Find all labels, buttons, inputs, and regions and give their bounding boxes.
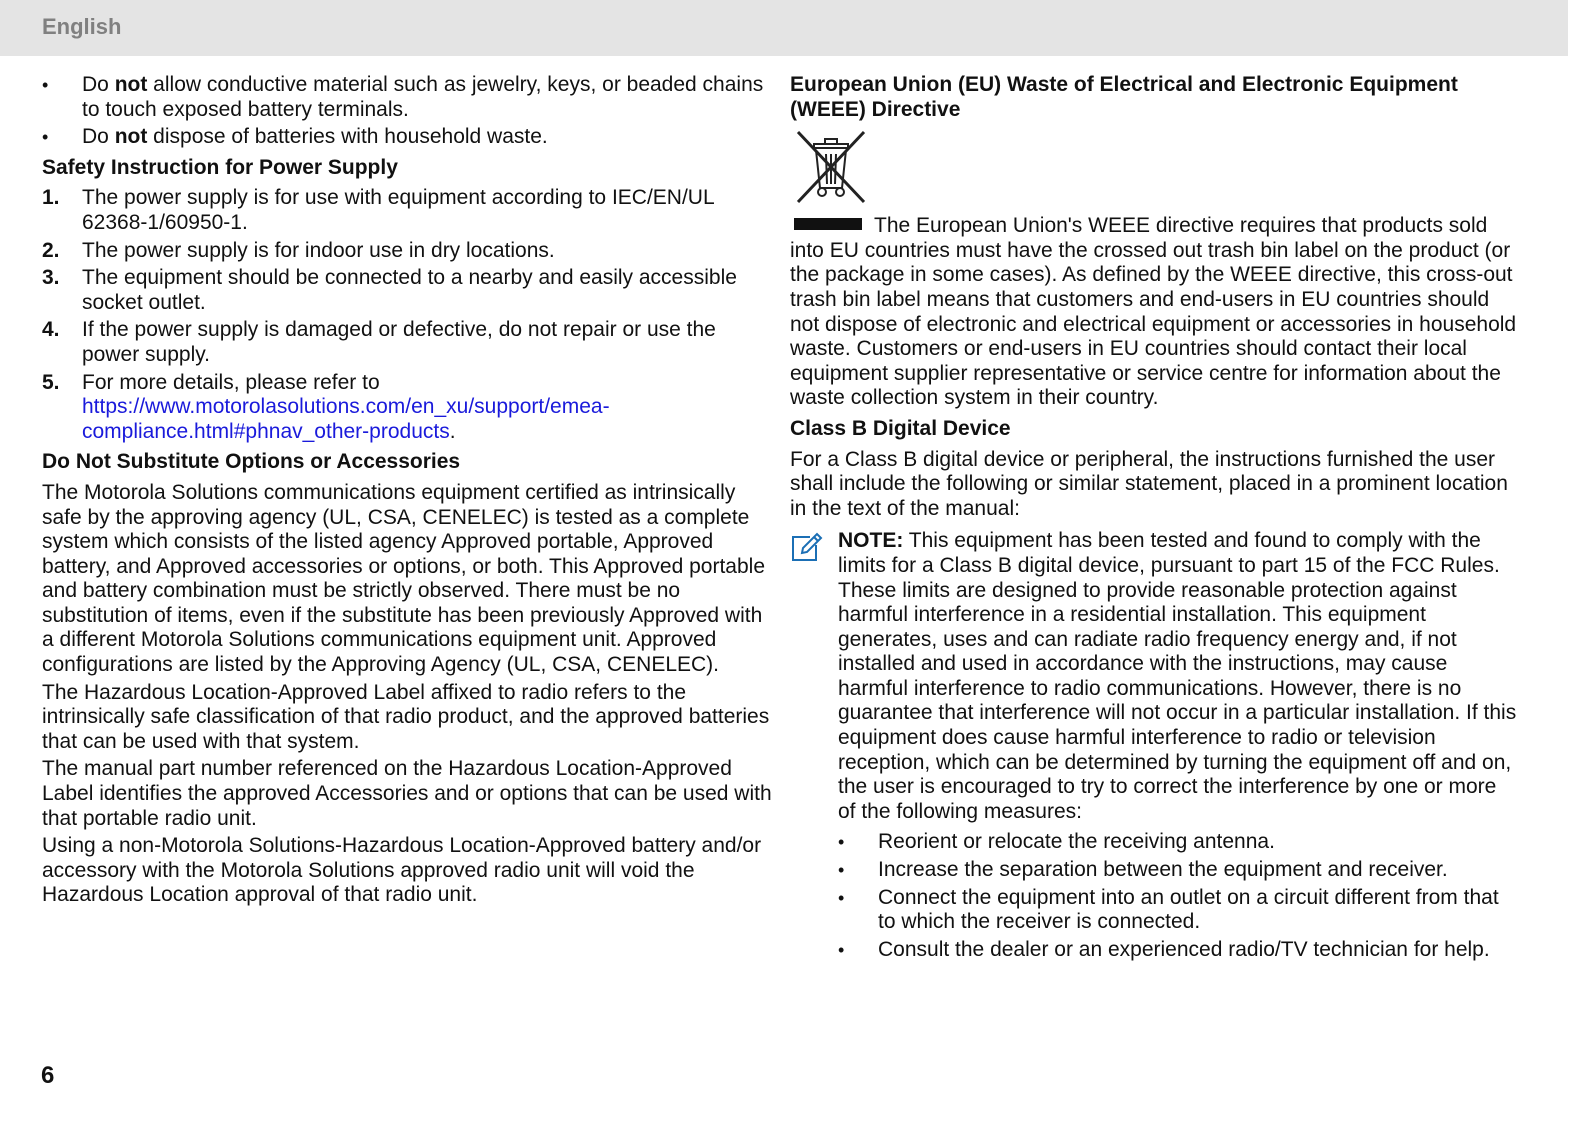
- accessories-paragraph: The Hazardous Location-Approved Label affixed to radio refers to the intrinsically safe classification of that radio product, and the approved batteries that can be used with that system.: [42, 680, 770, 753]
- list-item: 5. For more details, please refer to https://www.motorolasolutions.com/en_xu/support/emea-compliance.html#phnav_other-products.: [42, 370, 610, 443]
- list-item: • Reorient or relocate the receiving antenna.: [838, 830, 1518, 855]
- accessories-paragraph: Using a non-Motorola Solutions-Hazardous Location-Approved battery and/or accessory with the Motorola Solutions approved radio unit will void the Hazardous Location approval of that radio unit.: [42, 834, 762, 907]
- weee-paragraph: The European Union's WEEE directive requires that products sold into EU countries must have the crossed out trash bin label on the product (or the package in some cases). As defined by the WEEE directive, this cross-out trash bin label means that customers and end-users in EU countries should not dispose of electronic and electrical equipment or accessories in household waste. Customers or end-users in EU countries should contact their local equipment supplier representative or service centre for information about the waste collection system in their country.: [790, 214, 1517, 410]
- list-item: 4. If the power supply is damaged or defective, do not repair or use the power supply.: [42, 318, 716, 366]
- list-item: 3. The equipment should be connected to a nearby and easily accessible socket outlet.: [42, 266, 737, 314]
- list-item: 2. The power supply is for indoor use in dry locations.: [42, 238, 555, 262]
- measures-list: [838, 830, 1518, 962]
- list-item: • Do not allow conductive material such as jewelry, keys, or beaded chains to touch exposed battery terminals.: [42, 73, 772, 122]
- weee-bar-icon: [794, 218, 862, 230]
- list-item: • Connect the equipment into an outlet on a circuit different from that to which the receiver is connected.: [838, 886, 1518, 935]
- list-item: • Consult the dealer or an experienced radio/TV technician for help.: [838, 938, 1518, 963]
- crossed-out-wheelie-bin-icon: [792, 128, 870, 208]
- list-item: • Increase the separation between the equipment and receiver.: [838, 858, 1518, 883]
- accessories-paragraph: The Motorola Solutions communications equipment certified as intrinsically safe by the approving agency (UL, CSA, CENELEC) is tested as a complete system which consists of the listed agency Approved portable, Approved battery, and Approved accessories or options, or both. This Approved portable and battery combination must be strictly observed. There must be no substitution of items, even if the substitute has been previously Approved with a different Motorola Solutions communications equipment unit. Approved configurations are listed by the Approving Agency (UL, CSA, CENELEC).: [42, 480, 765, 677]
- note-block: [790, 529, 1518, 962]
- classb-intro: For a Class B digital device or peripheral, the instructions furnished the user shall include the following or similar statement, placed in a prominent location in the text of the manual:: [790, 447, 1508, 520]
- left-column: [42, 73, 772, 911]
- battery-bullet-list: [42, 73, 772, 150]
- language-label: English: [42, 14, 122, 39]
- classb-heading: Class B Digital Device: [790, 416, 1011, 440]
- power-supply-list: [42, 186, 772, 444]
- accessories-heading: Do Not Substitute Options or Accessories: [42, 450, 461, 474]
- list-item: • Do not dispose of batteries with household waste.: [42, 125, 772, 150]
- list-item: 1. The power supply is for use with equipment according to IEC/EN/UL 62368-1/60950-1.: [42, 186, 714, 234]
- compliance-link[interactable]: https://www.motorolasolutions.com/en_xu/support/emea-compliance.html#phnav_other-products: [82, 395, 610, 443]
- note-text: NOTE: This equipment has been tested and found to comply with the limits for a Class B digital device, pursuant to part 15 of the FCC Rules. These limits are designed to provide reasonable protection against harmful interference in a residential installation. This equipment generates, uses and can radiate radio frequency energy and, if not installed and used in accordance with the instructions, may cause harmful interference to radio communications. However, there is no guarantee that interference will not occur in a particular installation. If this equipment does cause harmful interference to radio or television reception, which can be determined by turning the equipment off and on, the user is encouraged to try to correct the interference by one or more of the following measures:: [838, 529, 1517, 823]
- page-number: 6: [41, 1062, 55, 1089]
- weee-heading: European Union (EU) Waste of Electrical and Electronic Equipment (WEEE) Directive: [790, 73, 1458, 121]
- note-pencil-icon: [790, 531, 824, 563]
- page-header: [0, 0, 1568, 56]
- power-supply-heading: Safety Instruction for Power Supply: [42, 155, 398, 179]
- accessories-paragraph: The manual part number referenced on the Hazardous Location-Approved Label identifies the approved Accessories and or options that can be used with that portable radio unit.: [42, 757, 772, 830]
- right-column: [790, 73, 1518, 965]
